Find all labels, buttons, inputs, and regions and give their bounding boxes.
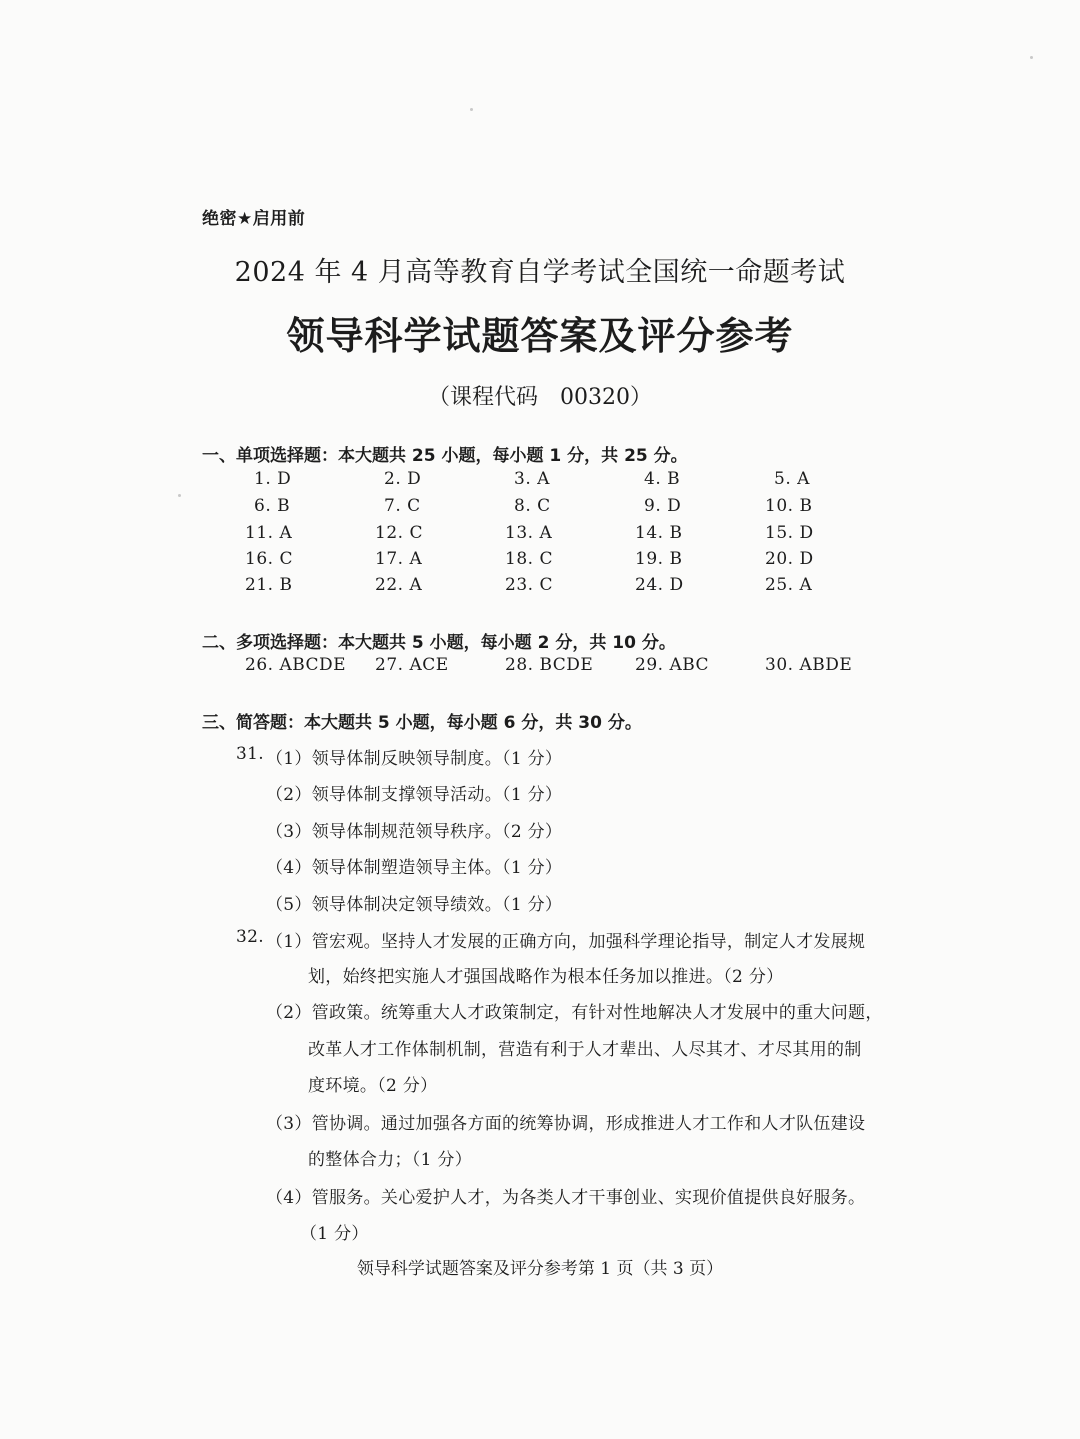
answer-item: 24. D <box>635 575 684 595</box>
answer-line: （2）管政策。统筹重大人才政策制定，有针对性地解决人才发展中的重大问题， <box>266 1003 883 1023</box>
answer-item: 23. C <box>505 575 553 595</box>
answer-item: 14. B <box>635 523 683 543</box>
answer-item: 21. B <box>245 575 293 595</box>
answer-item: 7. C <box>384 496 421 516</box>
answer-item: 1. D <box>254 469 292 489</box>
page-title: 领导科学试题答案及评分参考 <box>286 314 794 358</box>
answer-line: （1）管宏观。坚持人才发展的正确方向，加强科学理论指导，制定人才发展规 <box>266 932 866 952</box>
exam-title: 2024 年 4 月高等教育自学考试全国统一命题考试 <box>234 257 846 288</box>
answer-item: 19. B <box>635 549 683 569</box>
answer-line: 的整体合力；（1 分） <box>308 1150 473 1170</box>
question-number: 31. <box>236 744 264 764</box>
answer-point: （5）领导体制决定领导绩效。（1 分） <box>266 895 563 915</box>
answer-item: 3. A <box>514 469 550 489</box>
scan-speck <box>1030 56 1033 59</box>
section1-heading: 一、单项选择题：本大题共 25 小题，每小题 1 分，共 25 分。 <box>202 446 688 466</box>
answer-item: 28. BCDE <box>505 655 594 675</box>
answer-item: 20. D <box>765 549 814 569</box>
answer-item: 30. ABDE <box>765 655 853 675</box>
answer-item: 2. D <box>384 469 422 489</box>
answer-item: 6. B <box>254 496 291 516</box>
answer-item: 8. C <box>514 496 551 516</box>
section3-heading: 三、简答题：本大题共 5 小题，每小题 6 分，共 30 分。 <box>202 713 642 733</box>
answer-line: （3）管协调。通过加强各方面的统筹协调，形成推进人才工作和人才队伍建设 <box>266 1114 866 1134</box>
answer-line: （1 分） <box>300 1224 369 1244</box>
course-code: （课程代码 00320） <box>428 385 652 410</box>
answer-point: （2）领导体制支撑领导活动。（1 分） <box>266 785 563 805</box>
answer-line: 划，始终把实施人才强国战略作为根本任务加以推进。（2 分） <box>308 967 784 987</box>
answer-item: 15. D <box>765 523 814 543</box>
scan-speck <box>470 108 473 111</box>
confidential-label: 绝密★启用前 <box>202 209 306 229</box>
answer-item: 26. ABCDE <box>245 655 347 675</box>
answer-item: 11. A <box>245 523 293 543</box>
question-number: 32. <box>236 927 264 947</box>
answer-line: （4）管服务。关心爱护人才，为各类人才干事创业、实现价值提供良好服务。 <box>266 1188 866 1208</box>
answer-item: 13. A <box>505 523 553 543</box>
answer-item: 12. C <box>375 523 423 543</box>
answer-line: 度环境。（2 分） <box>308 1076 438 1096</box>
answer-item: 5. A <box>774 469 810 489</box>
answer-item: 29. ABC <box>635 655 710 675</box>
answer-point: （3）领导体制规范领导秩序。（2 分） <box>266 822 563 842</box>
page-footer: 领导科学试题答案及评分参考第 1 页（共 3 页） <box>356 1259 724 1279</box>
answer-item: 22. A <box>375 575 423 595</box>
answer-item: 10. B <box>765 496 813 516</box>
scan-speck <box>178 494 181 497</box>
answer-item: 17. A <box>375 549 423 569</box>
answer-item: 18. C <box>505 549 553 569</box>
answer-item: 4. B <box>644 469 681 489</box>
section2-heading: 二、多项选择题：本大题共 5 小题，每小题 2 分，共 10 分。 <box>202 633 676 653</box>
answer-point: （1）领导体制反映领导制度。（1 分） <box>266 749 563 769</box>
answer-line: 改革人才工作体制机制，营造有利于人才辈出、人尽其才、才尽其用的制 <box>308 1040 862 1060</box>
answer-item: 16. C <box>245 549 293 569</box>
answer-item: 27. ACE <box>375 655 449 675</box>
answer-item: 9. D <box>644 496 682 516</box>
answer-item: 25. A <box>765 575 813 595</box>
answer-point: （4）领导体制塑造领导主体。（1 分） <box>266 858 563 878</box>
